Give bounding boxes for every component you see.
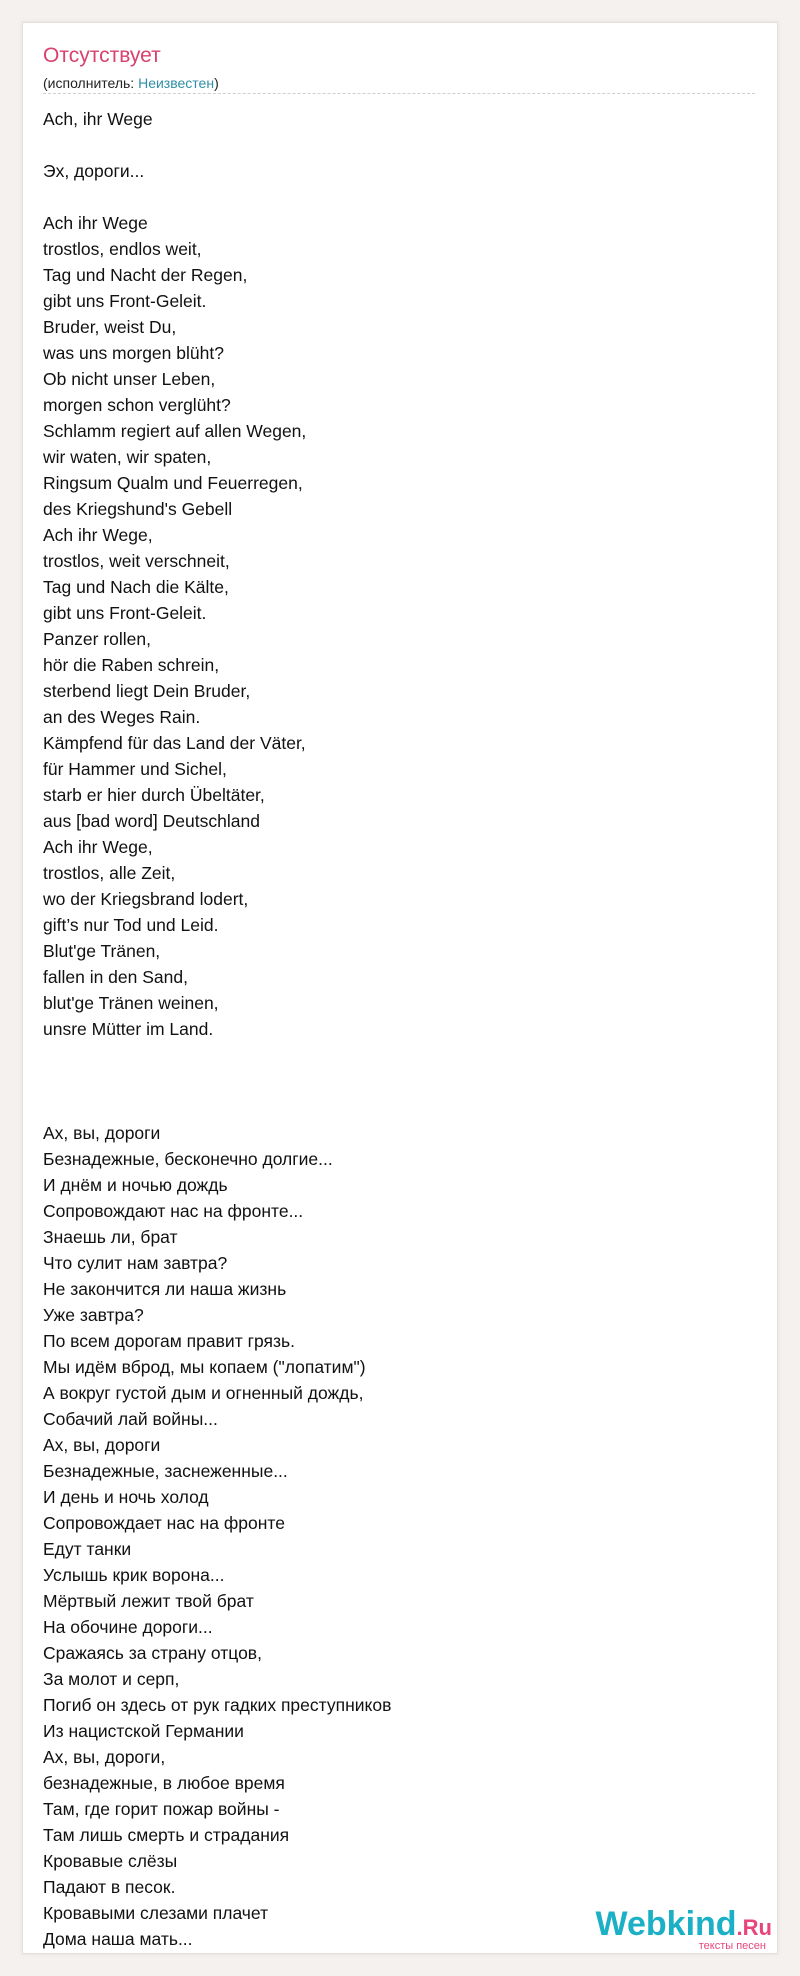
webkind-logo[interactable]	[595, 1905, 773, 1952]
lyrics-card	[22, 22, 778, 1954]
lyrics-text: Ach, ihr Wege Эх, дороги... Ach ihr Wege trostlos, endlos weit, Tag und Nacht der Regen, gibt uns Front-Geleit. Bruder, weist Du, was uns morgen blüht? Ob nicht unser Leben, morgen schon verglüht? Schlamm regiert auf allen Wegen, wir waten, wir spaten, Ringsum Qualm und Feuerregen, des Kriegshund's Gebell Ach ihr Wege, trostlos, weit verschneit, Tag und Nach die Kälte, gibt uns Front-Geleit. Panzer rollen, hör die Raben schrein, sterbend liegt Dein Bruder, an des Weges Rain. Kämpfend für das Land der Väter, für Hammer und Sichel, starb er hier durch Übeltäter, aus [bad word] Deutschland Ach ihr Wege, trostlos, alle Zeit, wo der Kriegsbrand lodert, gift’s nur Tod und Leid. Blut'ge Tränen, fallen in den Sand, blut'ge Tränen weinen, unsre Mütter im Land. Ах, вы, дороги Безнадежные, бесконечно долгие... И днём и ночью дождь Сопровождают нас на фронте... Знаешь ли, брат Что сулит нам завтра? Не закончится ли наша жизнь Уже завтра? По всем дорогам правит грязь. Мы идём вброд, мы копаем ("лопатим") А вокруг густой дым и огненный дождь, Собачий лай войны... Ах, вы, дороги Безнадежные, заснеженные... И день и ночь холод Сопровождает нас на фронте Едут танки Услышь крик ворона... Мёртвый лежит твой брат На обочине дороги... Сражаясь за страну отцов, За молот и серп, Погиб он здесь от рук гадких преступников Из нацистской Германии Ах, вы, дороги, безнадежные, в любое время Там, где горит пожар войны - Там лишь смерть и страдания Кровавые слёзы Падают в песок. Кровавыми слезами плачет Дома наша мать...	[43, 109, 392, 1949]
artist-prefix: (исполнитель:	[43, 75, 139, 91]
brand-tagline: тексты песен	[698, 1940, 766, 1952]
artist-line	[43, 74, 219, 92]
header-divider	[43, 93, 755, 94]
artist-suffix: )	[214, 75, 219, 91]
brand-tld: .Ru	[736, 1915, 772, 1940]
artist-link[interactable]: Неизвестен	[138, 75, 215, 91]
brand-name: Webkind	[595, 1905, 737, 1943]
song-title: Отсутствует	[43, 44, 161, 67]
